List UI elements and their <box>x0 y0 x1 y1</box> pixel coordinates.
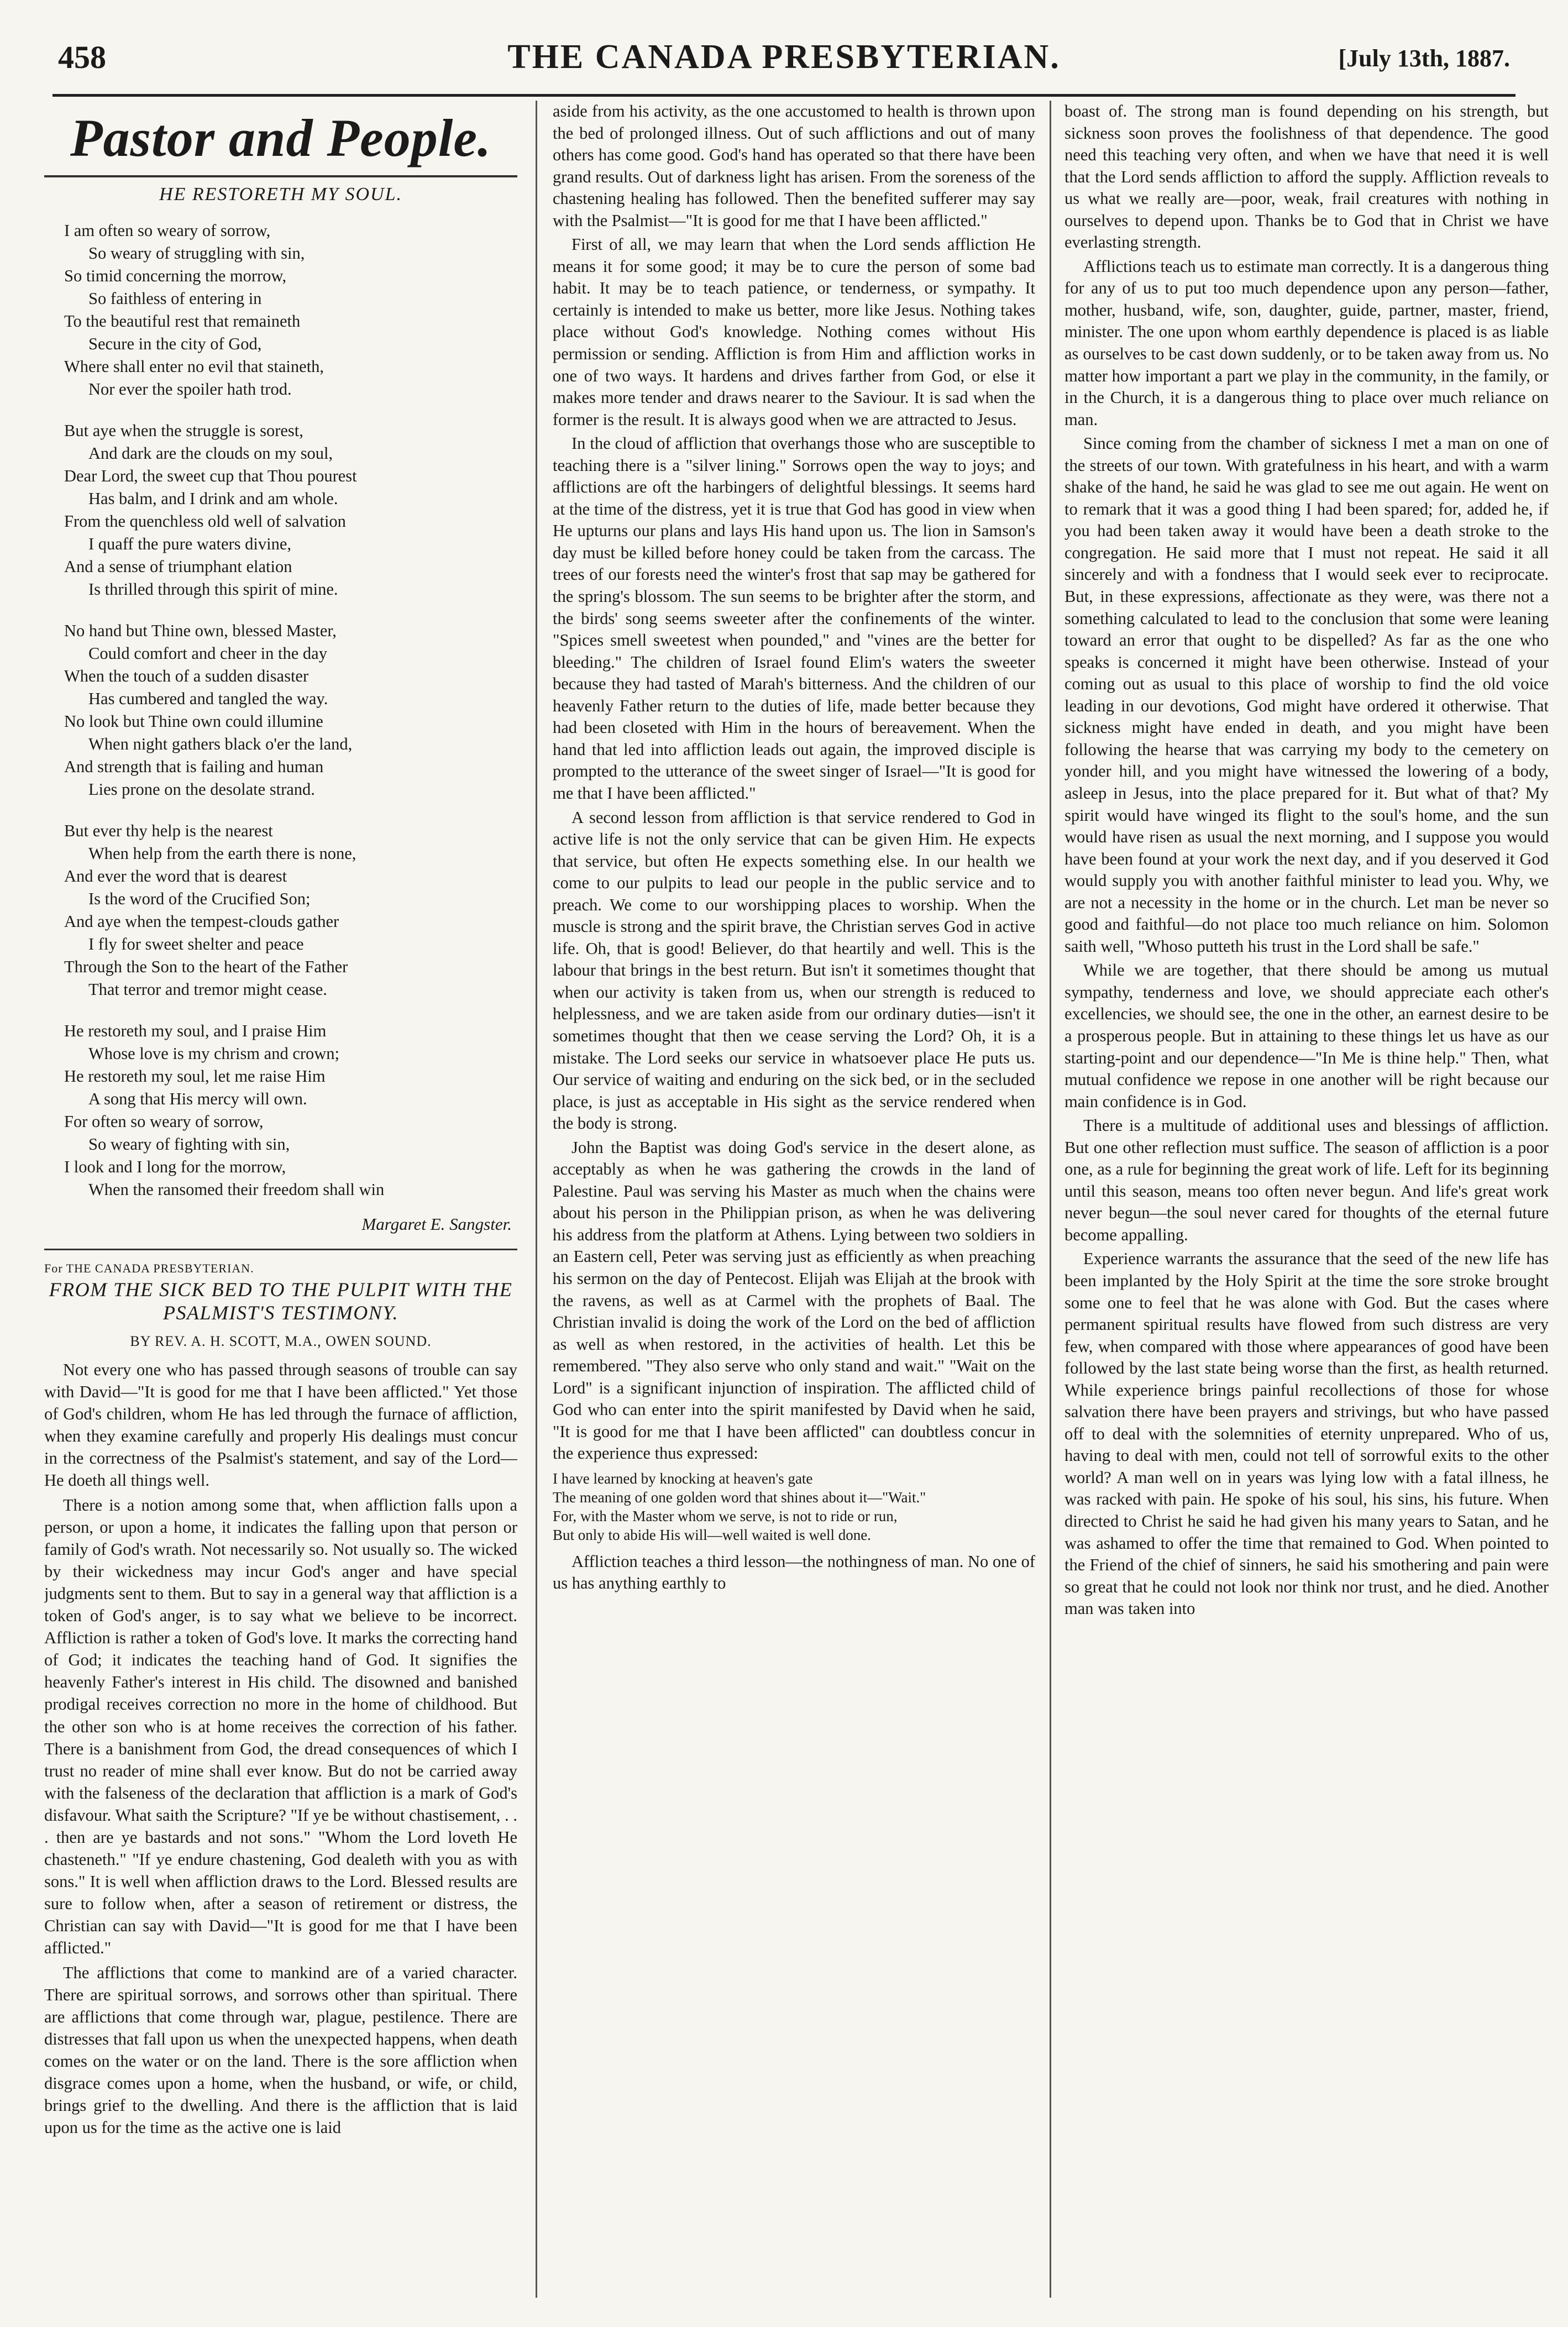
section-separator <box>44 1249 517 1250</box>
quote-line: For, with the Master whom we serve, is not to ride or run, <box>553 1507 898 1524</box>
article-paragraph: The afflictions that come to mankind are of a varied character. There are spiritual sorrows, and sorrows other than spiritual. There are afflictions that come through war, plague, pestilence. There are distresses that fall upon us when the unexpected happens, when death comes on the water or on the land. There is the sore affliction when disgrace comes upon a home, when the husband, or wife, or child, brings grief to the dwelling. And there is the affliction that is laid upon us for the time as the active one is laid <box>44 1963 517 2137</box>
poem-line: Is the word of the Crucified Son; <box>88 889 311 908</box>
poem-stanza <box>64 620 517 801</box>
poem-line: And dark are the clouds on my soul, <box>88 444 333 463</box>
article-paragraph: aside from his activity, as the one accustomed to health is thrown upon the bed of prolonged illness. Out of such afflictions and out of many others has come good. God's hand has operated so that there have been grand results. Out of darkness light has arisen. From the soreness of the chastening healing has followed. Then the benefited sufferer may say with the Psalmist—"It is good for me that I have been afflicted." <box>553 102 1035 230</box>
poem-line: I look and I long for the morrow, <box>64 1157 286 1176</box>
poem-line: So weary of fighting with sin, <box>88 1135 290 1154</box>
article-paragraph: Experience warrants the assurance that the seed of the new life has been implanted by the Holy Spirit at the time the sore stroke brought some one to feel that he was alone with God. But the cases where permanent spiritual results have flowed from such distress are very few, when compared with those where appearances of good have been followed by the last state being worse than the first, as health returned. While experience brings painful recollections of those for whose salvation there have been prayers and strivings, but who have passed off to deal with the solemnities of eternity unprepared. Who of us, having to deal with men, could not tell of sorrowful exits to the other world? A man well on in years was lying low with a fatal illness, he was racked with pain. He spoke of his soul, his sins, his future. When directed to Christ he said he had given his many years to Satan, and he was ashamed to offer the time that remained to God. When pointed to the Friend of the chief of sinners, he said his smothering and pain were so great that he could not look nor think nor trust, and he died. Another man was taken into <box>1064 1249 1549 1618</box>
article-paragraph: Since coming from the chamber of sickness I met a man on one of the streets of our town. With gratefulness in his heart, and with a warm shake of the hand, he said he was glad to see me out again. He went on to remark that it was a good thing I had been spared; for, added he, if you had been taken away it would have been a death stroke to the congregation. He said more that I must not repeat. He said it all sincerely and with a fondness that I would seek ever to reciprocate. But, in these expressions, affectionate as they were, was there not a something calculated to lead to the conclusion that some were leaning toward an error that ought to be dispelled? As far as the one who speaks is concerned it might have been otherwise. Instead of your coming out as usual to this place of worship to find the old voice leading in our devotions, God might have ordered it otherwise. That sickness might have ended in death, and you might have been following the hearse that was carrying my body to the cemetery on yonder hill, and you might have witnessed the lowering of a body, asleep in Jesus, into the place prepared for it. But what of that? My spirit would have winged its flight to the soul's home, and the sun would have risen as usual the next morning, and I suppose you would have been found at your work the next day, and if you deserved it God would supply you with another faithful minister to lead you. Why, we are not a necessity in the home or in the church. Let man be never so good and faithful—do not place too much reliance on him. Solomon saith well, "Whoso putteth his trust in the Lord shall be safe." <box>1064 434 1549 956</box>
poem-line: To the beautiful rest that remaineth <box>64 312 301 331</box>
article-paragraph: Afflictions teach us to estimate man correctly. It is a dangerous thing for any of us to put too much dependence upon any person—father, mother, husband, wife, son, daughter, guide, partner, master, friend, minister. The one upon whom earthly dependence is placed is as liable as ourselves to be cast down suddenly, or to be taken away from us. No matter how important a part we play in the community, in the family, or in the Church, it is a dangerous thing to place over much reliance on man. <box>1064 256 1549 429</box>
article-paragraph: While we are together, that there should be among us mutual sympathy, tenderness and love, we should appreciate each other's excellencies, we should see, the one in the other, an earnest desire to be a prosperous people. But in attaining to these things let us have as our starting-point and our dependence—"In Me is thine help." Then, what mutual confidence we repose in one another will be right because our main confidence is in God. <box>1064 961 1549 1111</box>
article-paragraph: First of all, we may learn that when the Lord sends affliction He means it for some good; it may be to cure the person of some bad habit. It may be to teach patience, or tenderness, or sympathy. It certainly is intended to make us better, more like Jesus. Nothing takes place without God's knowledge. Nothing comes without His permission or sending. Affliction is from Him and affliction works in one of two ways. It hardens and drives farther from God, or else it makes more tender and draws nearer to the Saviour. It is sad when the former is the result. It is always good when we are attracted to Jesus. <box>553 235 1035 429</box>
column-2 <box>553 101 1035 2298</box>
article-paragraph: In the cloud of affliction that overhangs those who are susceptible to teaching there is a "silver lining." Sorrows open the way to joys; and afflictions are oft the harbingers of delightful blessings. It seems hard at the time of the distress, yet it is true that God has good in view when He upturns our plans and lays His hand upon us. The lion in Samson's day must be killed before honey could be taken from the carcass. The trees of our forests need the winter's frost that sap may be gathered for the spring's blossom. The sun seems to be brighter after the storm, and the birds' song seems sweeter after the confinements of the winter. "Spices smell sweetest when pounded," and "vines are the better for bleeding." The children of Israel found Elim's waters the sweeter because they had tasted of Marah's bitterness. And the children of our heavenly Father return to the duties of life, made better because they had been closeted with Him in the hours of bereavement. When the hand that led into affliction leads out again, the improved disciple is prompted to the utterance of the sweet singer of Israel—"It is good for me that I have been afflicted." <box>553 434 1035 803</box>
article-paragraph: boast of. The strong man is found depending on his strength, but sickness soon proves the foolishness of that dependence. The good need this teaching very often, and when we have that need it is well that the Lord sends affliction to afford the supply. Affliction reveals to us what we really are—poor, weak, frail creatures with nothing in ourselves to depend upon. Thanks be to God that in Christ we have everlasting strength. <box>1064 102 1549 252</box>
poem-title: HE RESTORETH MY SOUL. <box>159 184 402 205</box>
poem-line: So weary of struggling with sin, <box>88 244 305 263</box>
poem-line: When night gathers black o'er the land, <box>88 735 353 753</box>
poem-line: And strength that is failing and human <box>64 757 324 776</box>
poem <box>44 219 517 1201</box>
poem-line: Could comfort and cheer in the day <box>88 644 327 663</box>
poem-stanza <box>64 219 517 401</box>
poem-line: So faithless of entering in <box>88 289 262 308</box>
poem-line: I quaff the pure waters divine, <box>88 534 291 553</box>
article-title: FROM THE SICK BED TO THE PULPIT WITH THE PSALMIST'S TESTIMONY. <box>49 1278 513 1324</box>
poem-line: Has cumbered and tangled the way. <box>88 689 328 708</box>
poem-line: And ever the word that is dearest <box>64 867 287 885</box>
quote-line: The meaning of one golden word that shines about it—"Wait." <box>553 1489 926 1506</box>
poem-attribution: Margaret E. Sangster. <box>361 1214 512 1234</box>
poem-line: Where shall enter no evil that staineth, <box>64 357 324 376</box>
poem-line: A song that His mercy will own. <box>88 1089 307 1108</box>
poem-line: Whose love is my chrism and crown; <box>88 1044 340 1063</box>
poem-line: But ever thy help is the nearest <box>64 821 273 840</box>
poem-line: So timid concerning the morrow, <box>64 266 287 285</box>
page-number: 458 <box>58 39 106 75</box>
poem-line: Is thrilled through this spirit of mine. <box>88 580 338 599</box>
poem-line: He restoreth my soul, and I praise Him <box>64 1021 327 1040</box>
poem-line: When help from the earth there is none, <box>88 844 356 863</box>
poem-line: I fly for sweet shelter and peace <box>88 935 304 953</box>
column-3 <box>1064 101 1549 2298</box>
article-for-line: For THE CANADA PRESBYTERIAN. <box>44 1261 254 1275</box>
poem-line: He restoreth my soul, let me raise Him <box>64 1067 326 1086</box>
poem-line: Secure in the city of God, <box>88 334 262 353</box>
poem-line: Lies prone on the desolate strand. <box>88 780 315 799</box>
quote-line: But only to abide His will—well waited is well done. <box>553 1526 871 1543</box>
poem-line: And aye when the tempest-clouds gather <box>64 912 339 931</box>
poem-line: Through the Son to the heart of the Father <box>64 957 348 976</box>
poem-line: When the touch of a sudden disaster <box>64 667 309 685</box>
poem-line: For often so weary of sorrow, <box>64 1112 264 1131</box>
article-paragraph: There is a multitude of additional uses and blessings of affliction. But one other reflection must suffice. The season of affliction is a poor one, as a rule for beginning the great work of life. Left for its beginning until this season, means too often never begun. And life's great work never begun—the soul never cared for thoughts of the eternal future become appalling. <box>1064 1116 1549 1244</box>
issue-date: [July 13th, 1887. <box>1338 45 1510 72</box>
article-paragraph: A second lesson from affliction is that service rendered to God in active life is not the only service that can be given Him. He expects that service, but often He expects something else. In our health we come to our pulpits to lead our people in the public service and to preach. We come to our worshipping places to worship. When the muscle is strong and the spirit brave, the Christian serves God in active life. Oh, that is good! Believer, do that heartily and well. This is the labour that brings in the best return. But isn't it sometimes thought that when our activity is taken from us, when our strength is reduced to helplessness, and we are taken aside from our ordinary duties—isn't it sometimes thought that then we cease serving the Lord? Oh, it is a mistake. The Lord seeks our service in whatsoever place He puts us. Our service of waiting and enduring on the sick bed, or in the secluded place, is just as acceptable in His sight as the service rendered when the body is strong. <box>553 808 1035 1133</box>
article-paragraph: Not every one who has passed through seasons of trouble can say with David—"It is good for me that I have been afflicted." Yet those of God's children, whom He has led through the furnace of affliction, when they examine carefully and properly His dealings must concur in the correctness of the Psalmist's statement, and say of the Lord—He doeth all things well. <box>44 1360 517 1490</box>
poem-line: Nor ever the spoiler hath trod. <box>88 380 292 399</box>
column-divider <box>536 101 537 2298</box>
article-paragraph: Affliction teaches a third lesson—the nothingness of man. No one of us has anything earthly to <box>553 1552 1035 1593</box>
article-byline: BY REV. A. H. SCOTT, M.A., OWEN SOUND. <box>130 1333 432 1349</box>
poem-stanza <box>64 820 517 1001</box>
page-header <box>53 33 1515 97</box>
column-divider <box>1050 101 1051 2298</box>
poem-stanza <box>64 1020 517 1201</box>
poem-line: From the quenchless old well of salvation <box>64 512 346 531</box>
section-heading: Pastor and People. <box>44 107 517 177</box>
article-paragraph: There is a notion among some that, when affliction falls upon a person, or upon a home, it indicates the falling upon that person or family of God's wrath. Not necessarily so. Not usually so. The wicked by their wickedness may incur God's anger and have special judgments sent to them. But to say in a general way that affliction is a token of God's anger, is to say what we believe to be incorrect. Affliction is rather a token of God's love. It marks the correcting hand of God; it indicates the teaching hand of God. It signifies the heavenly Father's interest in His child. The disowned and banished prodigal receives correction no more in the home of childhood. But the other son who is at home receives the correction of his father. There is a banishment from God, the dread consequences of which I trust no reader of mine shall ever know. But do not be carried away with the falseness of the declaration that affliction is a mark of God's disfavour. What saith the Scripture? "If ye be without chastisement, . . . then are ye bastards and not sons." "Whom the Lord loveth He chasteneth." "If ye endure chastening, God dealeth with you as with sons." It is well when affliction draws to the Lord. Blessed results are sure to follow when, after a season of retirement or distress, the Christian can say with David—"It is good for me that I have been afflicted." <box>44 1495 517 1958</box>
poem-line: But aye when the struggle is sorest, <box>64 421 303 440</box>
newspaper-title: THE CANADA PRESBYTERIAN. <box>507 38 1061 76</box>
poem-line: Dear Lord, the sweet cup that Thou pourest <box>64 467 357 485</box>
quote-line: I have learned by knocking at heaven's gate <box>553 1470 813 1487</box>
poem-line: When the ransomed their freedom shall win <box>88 1180 385 1199</box>
poem-stanza <box>64 420 517 601</box>
poem-line: And a sense of triumphant elation <box>64 557 292 576</box>
column-1 <box>44 101 517 2298</box>
verse-quote <box>553 1469 1035 1544</box>
poem-line: No hand but Thine own, blessed Master, <box>64 621 337 640</box>
poem-line: I am often so weary of sorrow, <box>64 221 271 240</box>
poem-line: That terror and tremor might cease. <box>88 980 327 999</box>
article-paragraph: John the Baptist was doing God's service in the desert alone, as acceptably as when he was gathering the crowds in the land of Palestine. Paul was serving his Master as much when the chains were about his person in the Philippian prison, as when he was delivering his address from the platform at Athens. Lying between two soldiers in an Eastern cell, Peter was serving just as efficiently as when preaching his sermon on the day of Pentecost. Elijah was Elijah at the brook with the ravens, as well as at Carmel with the prophets of Baal. The Christian invalid is doing the work of the Lord on the bed of affliction as well as when restored, in the activities of health. Let this be remembered. "They also serve who only stand and wait." "Wait on the Lord" is a significant injunction of inspiration. The afflicted child of God who can enter into the spirit manifested by David when he said, "It is good for me that I have been afflicted" can doubtless concur in the experience thus expressed: <box>553 1138 1035 1463</box>
poem-line: Has balm, and I drink and am whole. <box>88 489 338 508</box>
poem-line: No look but Thine own could illumine <box>64 712 323 731</box>
